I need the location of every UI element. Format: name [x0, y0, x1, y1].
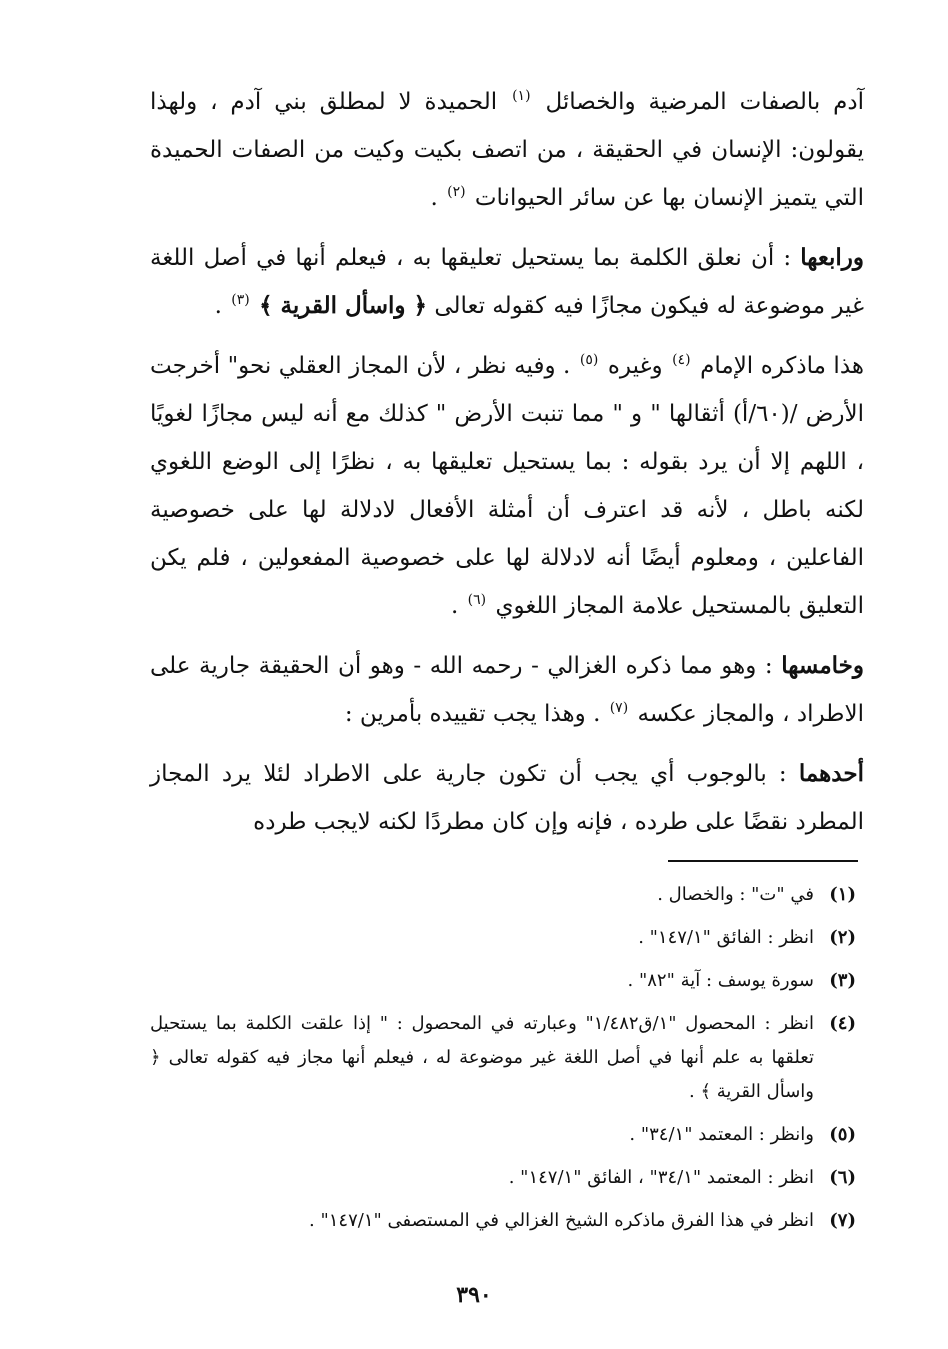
page-number: ٣٩٠	[456, 1282, 492, 1308]
footnote-ref-1: (١)	[512, 88, 531, 105]
footnote-item	[150, 1007, 856, 1109]
footnote-text: انظر : المحصول "١/ق١/٤٨٢" وعبارته في المحصول : " إذا علقت الكلمة بما يستحيل تعلقها به علم أنها في أصل اللغة غير موضوعة له ، فيعلم أنها مجاز فيه كقوله تعالى ﴿ واسأل القرية ﴾ .	[150, 1013, 814, 1102]
footnote-ref-2: (٢)	[447, 184, 466, 201]
paragraph-5-text-a: : بالوجوب أي يجب أن تكون جارية على الاطراد لئلا يرد المجاز المطرد نقضًا على طرده ، فإنه وإن كان مطردًا لكنه لايجب طرده	[150, 761, 864, 835]
footnote-ref-5: (٥)	[579, 352, 599, 369]
paragraph-3-text-a: هذا ماذكره الإمام	[700, 353, 865, 379]
footnote-ref-3: (٣)	[231, 292, 250, 309]
footnote-text: في "ت" : والخصال .	[657, 884, 814, 905]
footnotes-section	[150, 878, 856, 1247]
footnote-text: سورة يوسف : آية "٨٢" .	[627, 970, 814, 991]
footnote-text: انظر : الفائق "١٤٧/١" .	[638, 927, 814, 948]
footnote-ref-6: (٦)	[467, 592, 487, 609]
footnote-text: وانظر : المعتمد "٣٤/١" .	[629, 1124, 814, 1145]
footnote-item	[150, 1204, 856, 1238]
paragraph-2-text-a: : أن نعلق الكلمة بما يستحيل تعليقها به ، فيعلم أنها في أصل اللغة غير موضوعة له فيكون مجازًا فيه كقوله تعالى	[150, 245, 864, 319]
footnote-text: انظر : المعتمد "٣٤/١" ، الفائق "١٤٧/١" .	[508, 1167, 814, 1188]
paragraph-4	[150, 642, 864, 738]
paragraph-4-text-b: . وهذا يجب تقييده بأمرين :	[344, 701, 601, 727]
paragraph-2	[150, 234, 864, 330]
paragraph-5-lead: أحدهما	[798, 760, 864, 787]
paragraph-1	[150, 78, 864, 222]
paragraph-4-lead: وخامسها	[781, 652, 864, 679]
footnote-number: (١)	[829, 884, 856, 905]
footnote-number: (٢)	[829, 927, 856, 948]
footnote-number: (٣)	[829, 970, 856, 991]
paragraph-1-text-a: آدم بالصفات المرضية والخصائل	[545, 89, 865, 115]
footnote-item	[150, 1118, 856, 1152]
footnote-separator	[668, 860, 858, 862]
footnote-item	[150, 921, 856, 955]
footnote-item	[150, 964, 856, 998]
footnote-number: (٤)	[829, 1013, 856, 1034]
footnote-text: انظر في هذا الفرق ماذكره الشيخ الغزالي في المستصفى "١٤٧/١" .	[309, 1210, 814, 1231]
paragraph-5	[150, 750, 864, 846]
quran-verse: ﴿ واسأل القرية ﴾	[259, 292, 427, 319]
paragraph-4-text-a: : وهو مما ذكره الغزالي - رحمه الله - وهو أن الحقيقة جارية على الاطراد ، والمجاز عكسه	[150, 653, 864, 727]
footnote-number: (٦)	[829, 1167, 856, 1188]
paragraph-2-lead: ورابعها	[800, 244, 864, 271]
footnote-item	[150, 878, 856, 912]
paragraph-2-text-b: .	[214, 293, 222, 319]
paragraph-1-text-c: .	[430, 185, 438, 211]
footnote-number: (٧)	[829, 1210, 856, 1231]
footnote-item	[150, 1161, 856, 1195]
paragraph-3-text-d: .	[451, 593, 459, 619]
footnote-ref-4: (٤)	[672, 352, 691, 369]
paragraph-3	[150, 342, 864, 630]
paragraph-1-text-b: الحميدة لا لمطلق بني آدم ، ولهذا يقولون: الإنسان في الحقيقة ، من اتصف بكيت وكيت من الصفات الحميدة التي يتميز الإنسان بها عن سائر الحيوانات	[150, 89, 864, 211]
paragraph-3-text-b: وغيره	[607, 353, 663, 379]
main-text	[150, 78, 864, 858]
footnote-number: (٥)	[829, 1124, 856, 1145]
paragraph-3-text-c: . وفيه نظر ، لأن المجاز العقلي نحو" أخرجت الأرض /(٦٠/أ) أثقالها " و " مما تنبت الأرض " كذلك مع أنه ليس مجازًا لغويًا ، اللهم إلا أن يرد بقوله : بما يستحيل تعليقها به ، نظرًا إلى الوضع اللغوي لكنه باطل ، لأنه قد اعترف أن أمثلة الأفعال لادلالة لها على خصوصية الفاعلين ، ومعلوم أيضًا أنه لادلالة لها على خصوصية المفعولين ، فلم يكن التعليق بالمستحيل علامة المجاز اللغوي	[150, 353, 864, 619]
footnote-ref-7: (٧)	[609, 700, 629, 717]
